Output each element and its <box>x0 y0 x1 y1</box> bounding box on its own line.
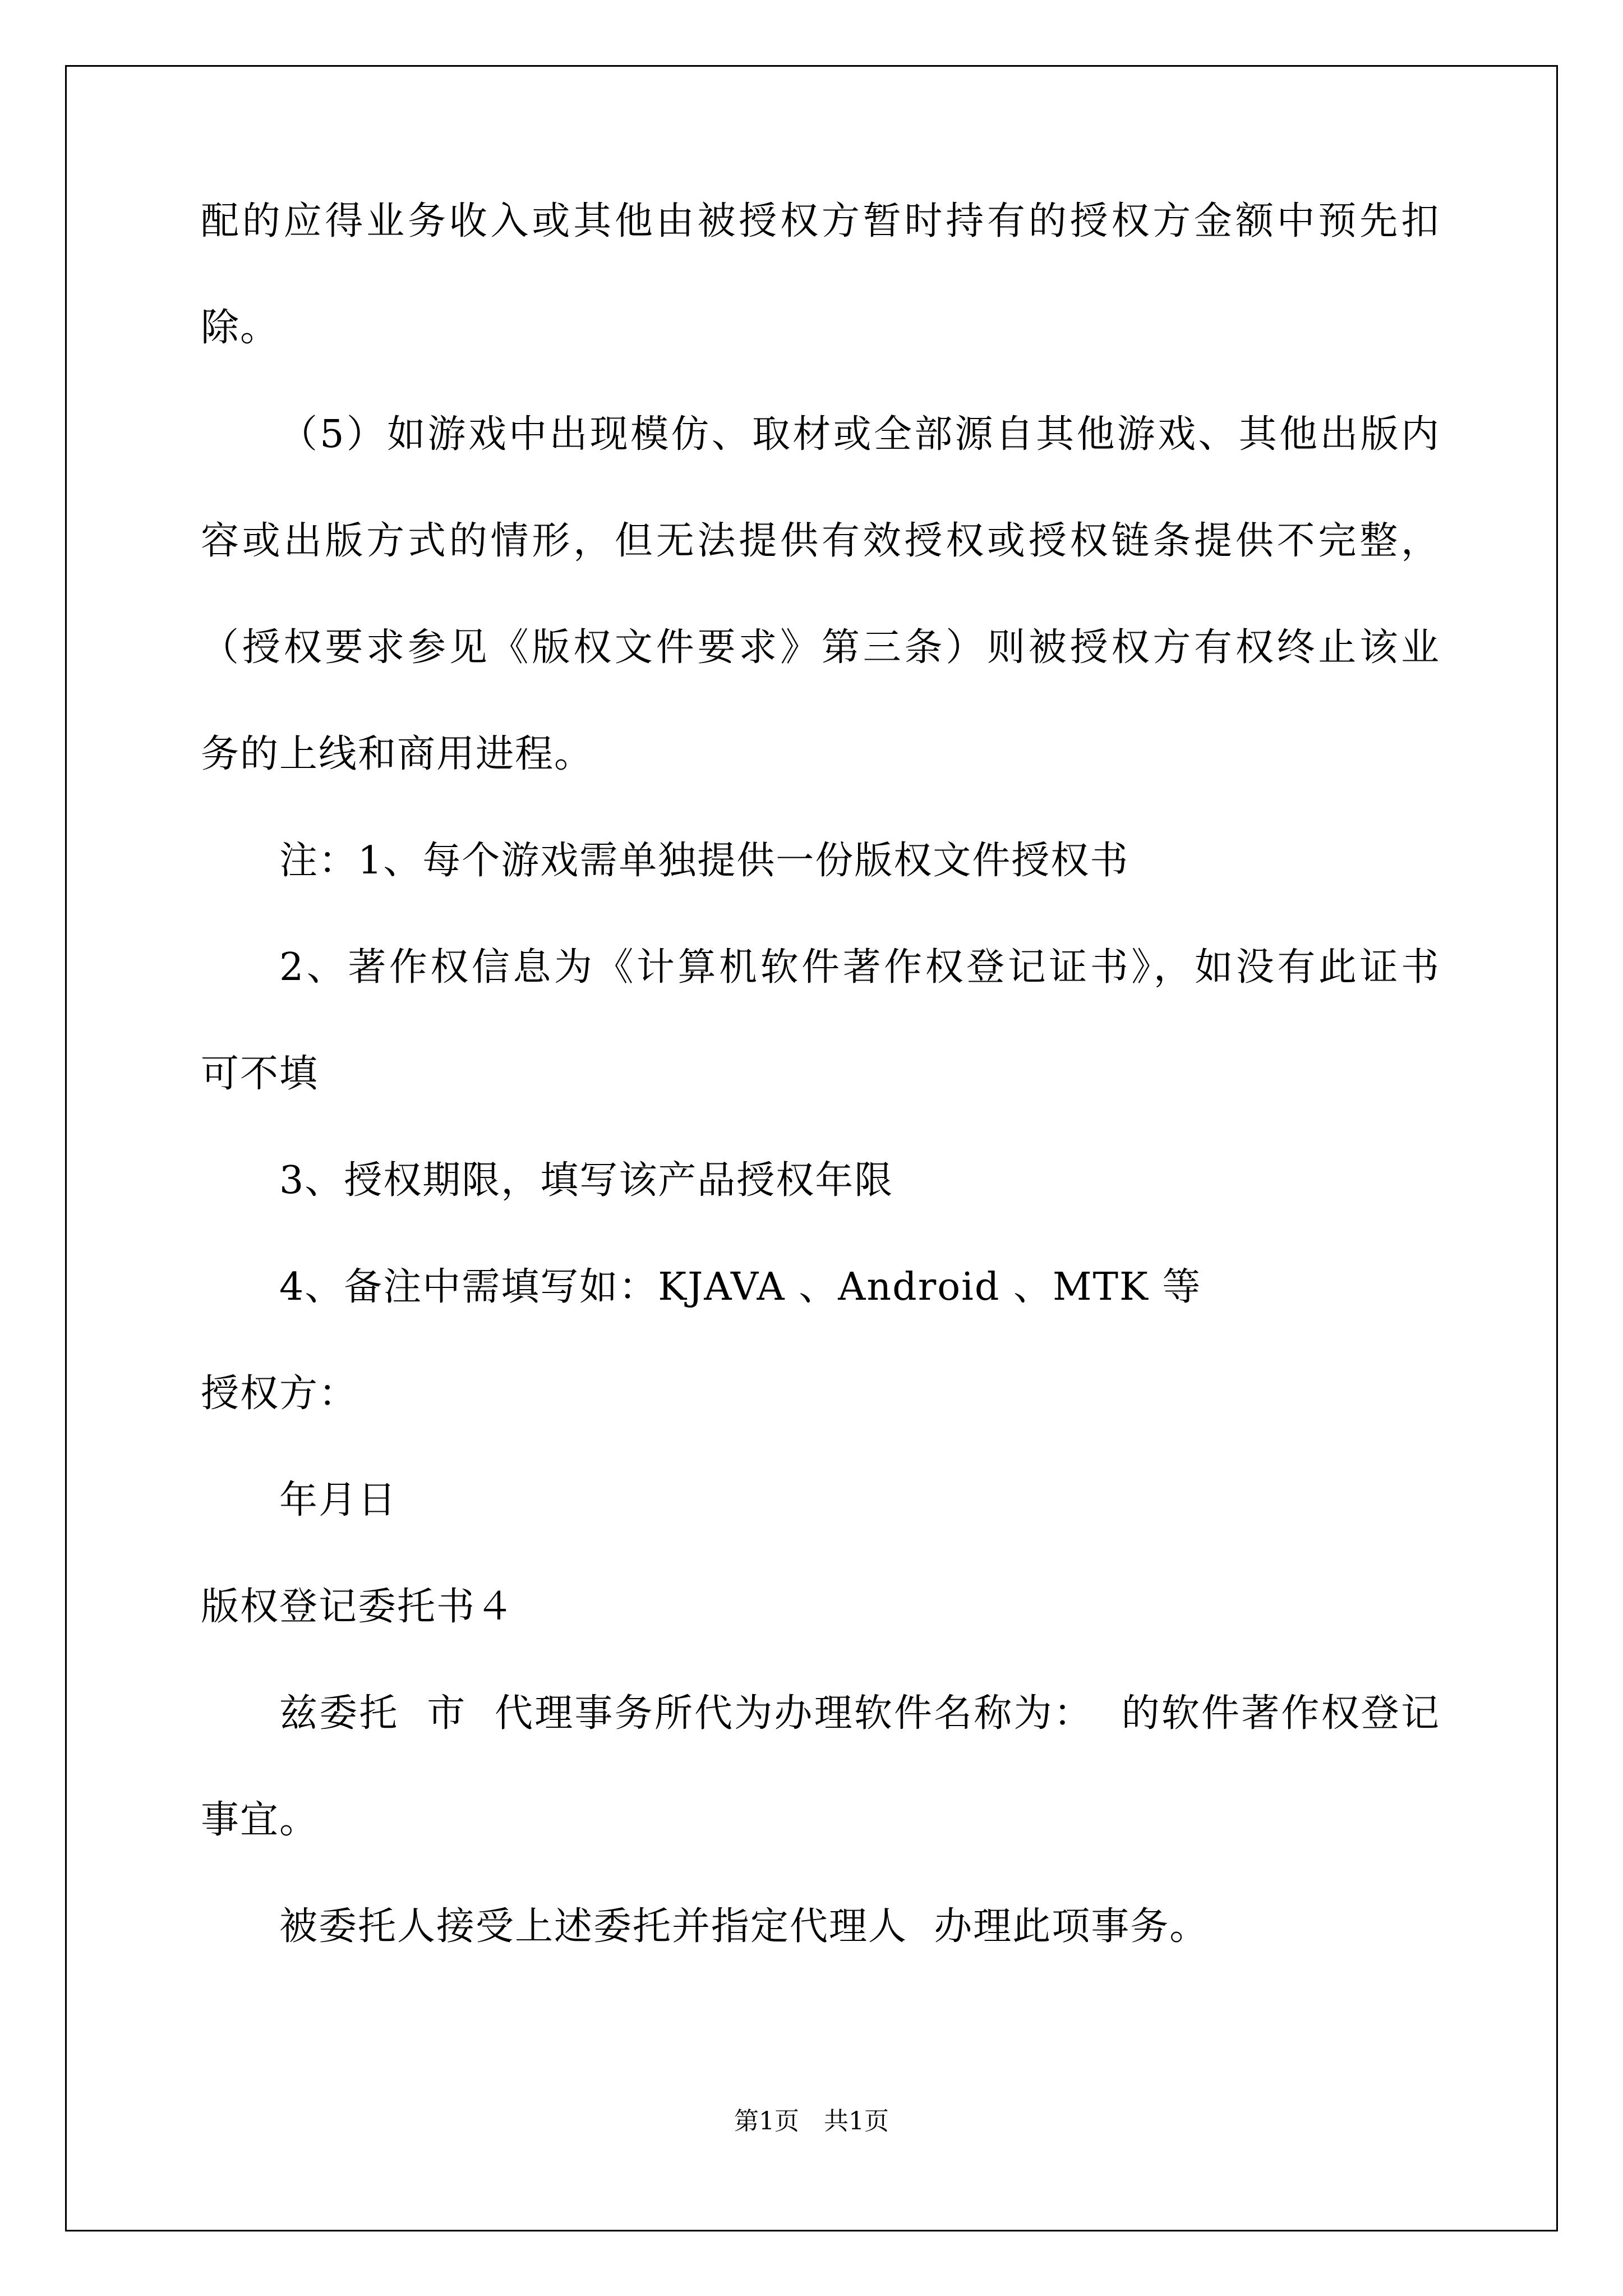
page-number-footer: 第1页 共1页 <box>734 2107 889 2136</box>
document-body <box>201 168 1440 1980</box>
paragraph-line: 可不填 <box>201 1052 319 1096</box>
paragraph-line: 事宜。 <box>201 1798 319 1842</box>
paragraph-line: 除。 <box>201 306 280 350</box>
paragraph-line: 务的上线和商用进程。 <box>201 732 594 776</box>
paragraph-line: 容或出版方式的情形，但无法提供有效授权或授权链条提供不完整， <box>201 519 1440 563</box>
paragraph-line: 被委托人接受上述委托并指定代理人 办理此项事务。 <box>279 1904 1209 1949</box>
paragraph-line: 配的应得业务收入或其他由被授权方暂时持有的授权方金额中预先扣 <box>201 199 1440 243</box>
paragraph-line: 兹委托 市 代理事务所代为办理软件名称为： 的软件著作权登记 <box>279 1691 1440 1736</box>
section-heading: 版权登记委托书４ <box>201 1585 515 1629</box>
paragraph-line: 4、备注中需填写如：KJAVA 、Android 、MTK 等 <box>279 1265 1202 1309</box>
paragraph-line: 注：1、每个游戏需单独提供一份版权文件授权书 <box>279 839 1129 883</box>
paragraph-line: 年月日 <box>279 1478 398 1522</box>
paragraph-line: （5）如游戏中出现模仿、取材或全部源自其他游戏、其他出版内 <box>279 412 1440 457</box>
paragraph-line: 2、著作权信息为《计算机软件著作权登记证书》，如没有此证书 <box>279 945 1440 990</box>
paragraph-line: （授权要求参见《版权文件要求》第三条）则被授权方有权终止该业 <box>201 625 1440 670</box>
paragraph-line: 授权方： <box>201 1372 358 1416</box>
paragraph-line: 3、授权期限，填写该产品授权年限 <box>279 1158 894 1203</box>
